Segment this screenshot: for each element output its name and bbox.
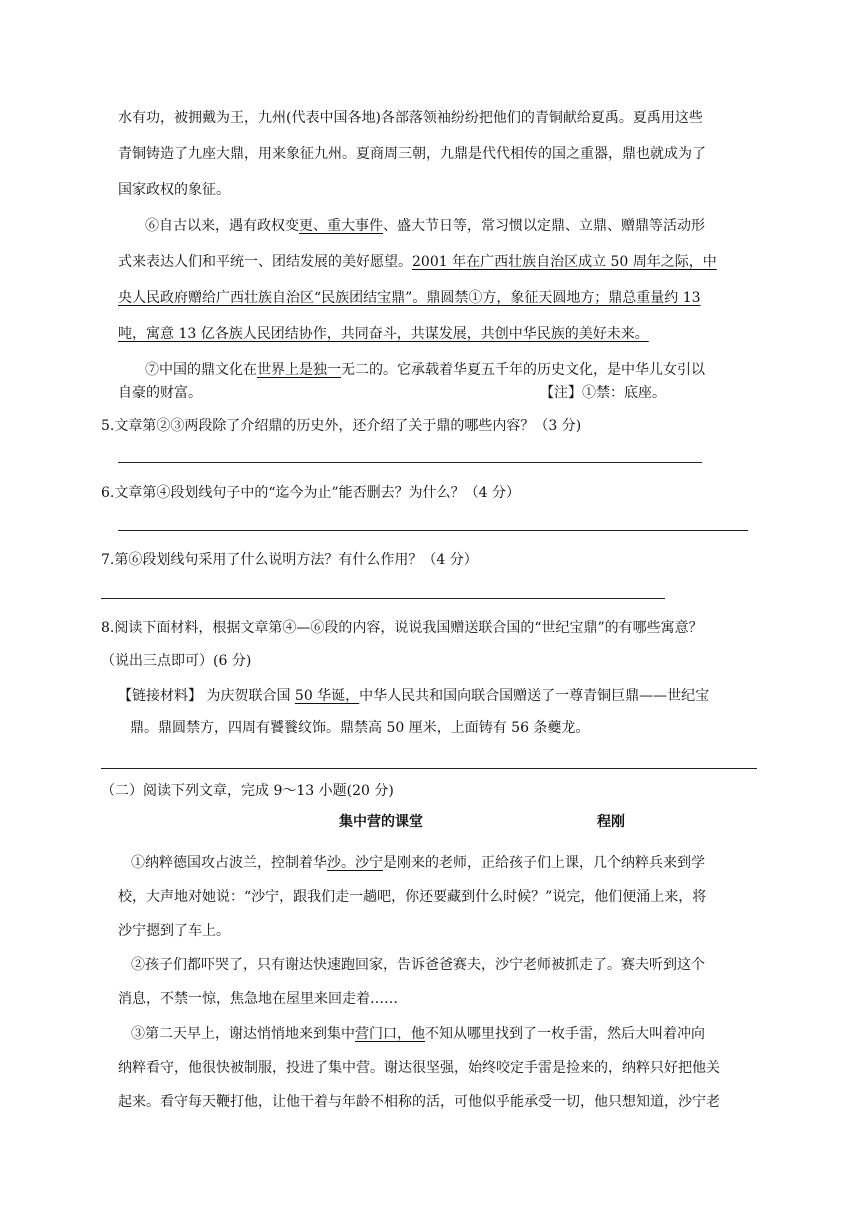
para5-line-2: 青铜铸造了九座大鼎，用来象征九州。夏商周三朝，九鼎是代代相传的国之重器，鼎也就成为了 [118,146,706,162]
para6-underlined-phrase: 更、重大事件 [299,218,383,234]
article-title: 集中营的课堂 [339,814,423,830]
article-underlined: 沙。沙宁 [327,855,383,871]
article-text: 是刚来的老师，正给孩子们上课，几个纳粹兵来到学 [383,855,705,871]
para6-line-1 [145,216,705,236]
para5-line-3: 国家政权的象征。 [118,182,230,198]
para6-underlined-sentence: 吨，寓意 13 亿各族人民团结协作，共同奋斗，共谋发展，共创中华民族的美好未来。 [118,326,649,342]
question-8-line-1: 8.阅读下面材料，根据文章第④—⑥段的内容，说说我国赠送联合国的“世纪宝鼎”的有哪些寓意？ [101,620,703,636]
article-para1-line-1 [131,853,705,873]
article-text: ①纳粹德国攻占波兰，控制着华 [131,855,327,871]
article-text: ③第二天早上，谢达悄悄地来到集中 [131,1026,355,1042]
para6-underlined-sentence: 2001 年在广西壮族自治区成立 50 周年之际，中 [412,254,717,270]
link-material-text: 中华人民共和国向联合国赠送了一尊青铜巨鼎——世纪宝 [359,688,710,704]
link-material-underlined: 50 华诞， [294,688,360,704]
answer-line-7[interactable] [101,598,665,599]
para7-line-2: 自豪的财富。 [118,385,202,401]
article-para2-line-1: ②孩子们都吓哭了，只有谢达快速跑回家，告诉爸爸赛夫，沙宁老师被抓走了。赛夫听到这个 [131,957,705,973]
article-author: 程刚 [597,814,625,830]
para6-text: ⑥自古以来，遇有政权变 [145,218,299,234]
para7-text: ⑦中国的鼎文化在 [145,362,257,378]
question-7: 7.第⑥段划线句采用了什么说明方法？有什么作用？（4 分） [101,552,478,568]
para7-text: 无二的。它承载着华夏五千年的历史文化，是中华儿女引以 [341,362,705,378]
article-para2-line-2: 消息，不禁一惊，焦急地在屋里来回走着…… [118,991,398,1007]
answer-line-6[interactable] [118,530,748,531]
question-5: 5.文章第②③两段除了介绍鼎的历史外，还介绍了关于鼎的哪些内容？（3 分) [101,418,582,434]
article-para1-line-2: 校，大声地对她说：“沙宁，跟我们走一趟吧，你还要藏到什么时候？”说完，他们便涌上来，将 [118,889,707,905]
question-8-line-2: （说出三点即可）(6 分) [101,653,252,669]
article-text: 不知从哪里找到了一枚手雷，然后大叫着冲向 [425,1026,705,1042]
answer-line-8[interactable] [101,768,757,769]
article-para3-line-2: 纳粹看守，他很快被制服，投进了集中营。谢达很坚强，始终咬定手雷是捡来的，纳粹只好把他关 [118,1060,720,1076]
link-material-line-1 [118,686,709,706]
para6-text: 式来表达人们和平统一、团结发展的美好愿望。 [118,254,412,270]
article-underlined: 营门口，他 [355,1026,425,1042]
question-6: 6.文章第④段划线句子中的“迄今为止”能否删去？为什么？（4 分） [101,485,521,501]
article-para3-line-1 [131,1024,705,1044]
para6-line-2 [118,252,717,272]
link-material-text: 【链接材料】 为庆贺联合国 [118,688,295,704]
footnote: 【注】①禁：底座。 [540,385,666,401]
para5-line-1: 水有功，被拥戴为王，九州(代表中国各地)各部落领袖纷纷把他们的青铜献给夏禹。夏禹用这些 [118,110,703,126]
para7-underlined-phrase: 世界上是独一 [257,362,341,378]
article-para1-line-3: 沙宁摁到了车上。 [118,923,230,939]
article-para3-line-3: 起来。看守每天鞭打他，让他干着与年龄不相称的活，可他似乎能承受一切，他只想知道，沙宁老 [118,1094,720,1110]
link-material-line-2: 鼎。鼎圆禁方，四周有饕餮纹饰。鼎禁高 50 厘米，上面铸有 56 条夔龙。 [130,720,590,736]
para7-line-1 [145,360,705,380]
para6-underlined-sentence: 央人民政府赠给广西壮族自治区“民族团结宝鼎”。鼎圆禁①方，象征天圆地方；鼎总重量约 13 [118,290,701,306]
para6-text: 、盛大节日等，常习惯以定鼎、立鼎、赠鼎等活动形 [383,218,705,234]
answer-line-5[interactable] [118,462,702,463]
section-heading: （二）阅读下列文章，完成 9～13 小题(20 分) [101,783,394,799]
